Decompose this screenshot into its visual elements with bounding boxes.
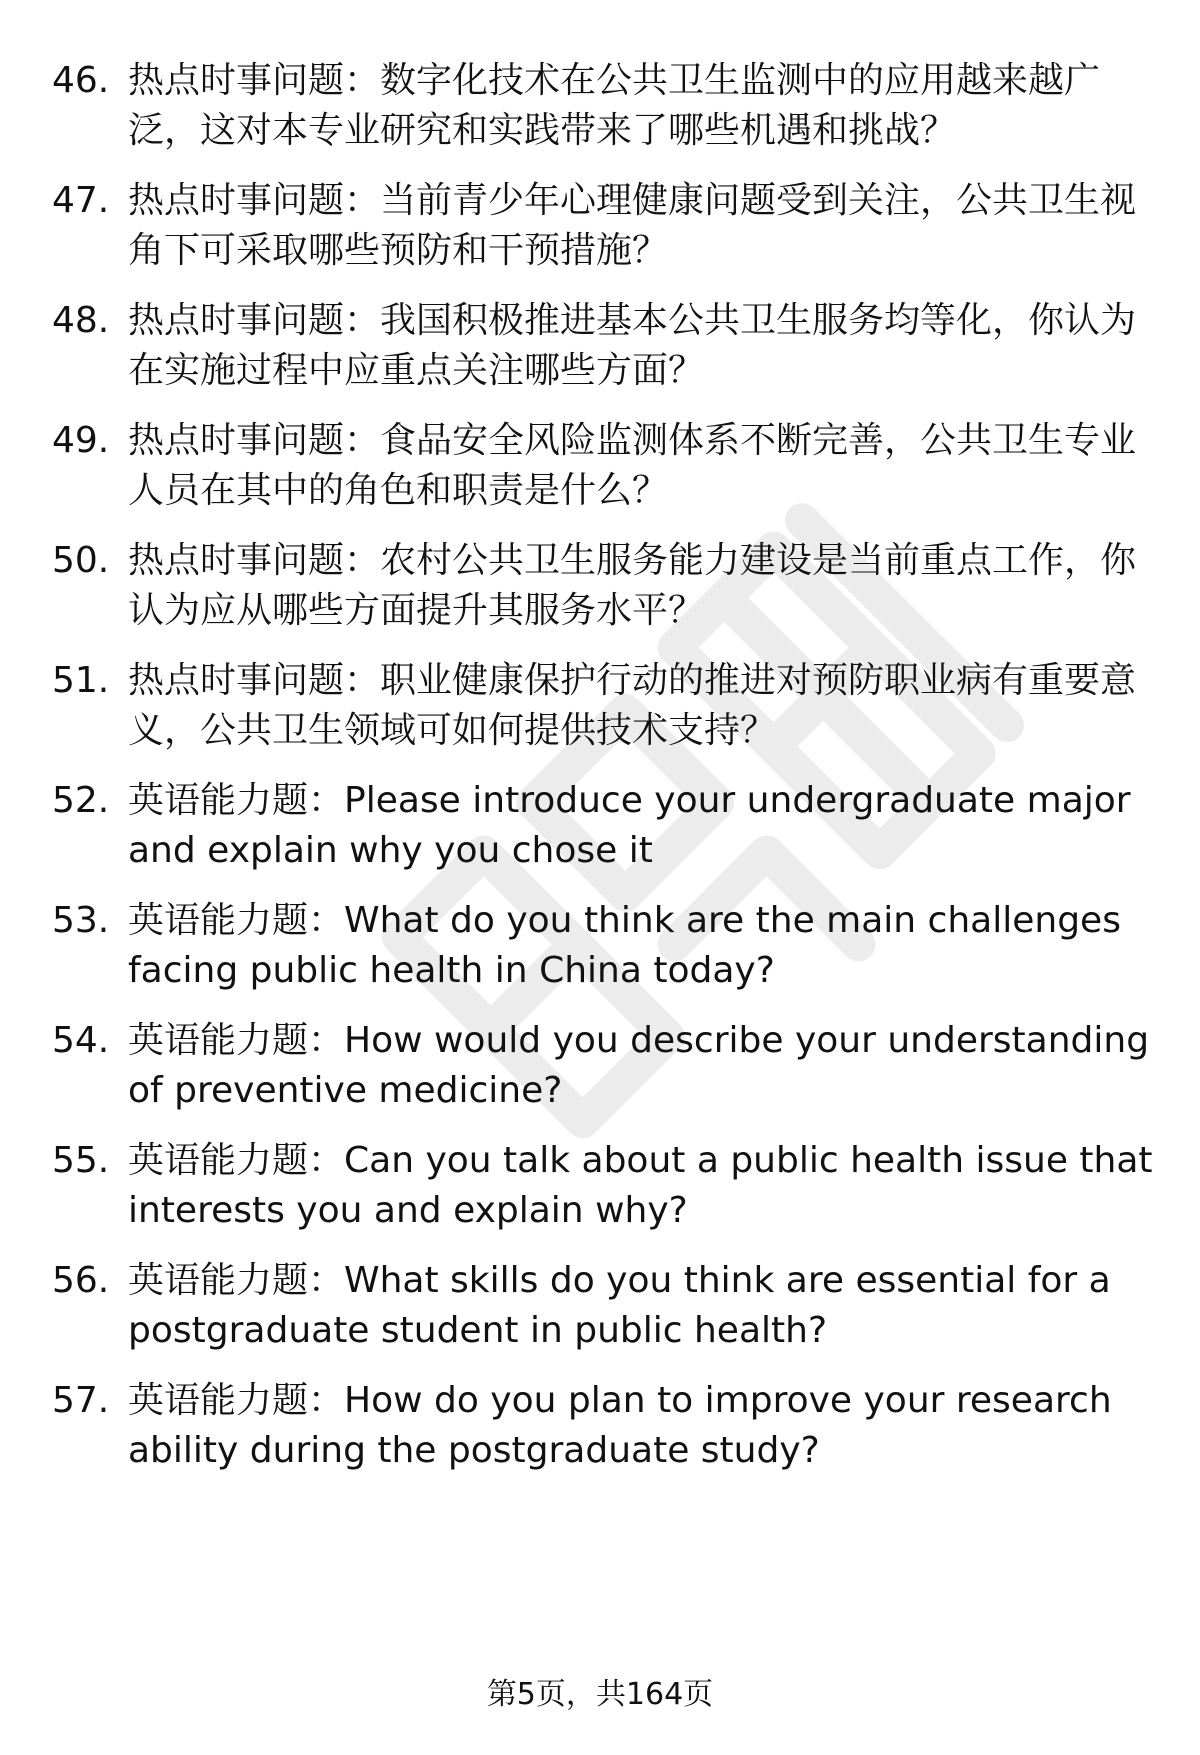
question-text-line: 英语能力题：How do you plan to improve your research	[128, 1380, 1112, 1421]
question-item	[52, 896, 1150, 1008]
question-number: 51.	[52, 660, 110, 701]
question-text-line: 热点时事问题：数字化技术在公共卫生监测中的应用越来越广	[128, 60, 1101, 101]
question-text-line: ability during the postgraduate study?	[128, 1430, 820, 1471]
question-text	[128, 776, 1148, 876]
question-item	[52, 416, 1150, 528]
question-item	[52, 56, 1150, 168]
question-text	[128, 1256, 1148, 1356]
question-text-line: 角下可采取哪些预防和干预措施？	[128, 230, 669, 271]
question-item	[52, 1136, 1153, 1248]
question-item	[52, 176, 1150, 288]
question-text-line: 英语能力题：Please introduce your undergraduate major	[128, 780, 1131, 821]
question-text	[128, 1376, 1148, 1476]
question-text-line: 热点时事问题：职业健康保护行动的推进对预防职业病有重要意	[128, 660, 1137, 701]
question-item	[52, 296, 1150, 408]
question-number: 56.	[52, 1260, 110, 1301]
question-text-line: interests you and explain why?	[128, 1190, 688, 1231]
question-text	[128, 1136, 1153, 1236]
question-text-line: 英语能力题：What do you think are the main challenges	[128, 900, 1121, 941]
question-text	[128, 1016, 1148, 1116]
question-text-line: 热点时事问题：食品安全风险监测体系不断完善，公共卫生专业	[128, 420, 1137, 461]
question-text-line: facing public health in China today?	[128, 950, 775, 991]
question-text	[128, 296, 1148, 396]
question-text	[128, 536, 1148, 636]
question-number: 46.	[52, 60, 110, 101]
question-text	[128, 176, 1148, 276]
question-item	[52, 1376, 1150, 1488]
question-item	[52, 776, 1150, 888]
question-text-line: and explain why you chose it	[128, 830, 653, 871]
page-indicator: 第5页，共164页	[486, 1677, 714, 1712]
question-text	[128, 56, 1148, 156]
question-item	[52, 536, 1150, 648]
question-text-line: 热点时事问题：我国积极推进基本公共卫生服务均等化，你认为	[128, 300, 1137, 341]
question-text-line: 义，公共卫生领域可如何提供技术支持？	[128, 710, 777, 751]
question-text-line: 英语能力题：How would you describe your understanding	[128, 1020, 1150, 1061]
question-item	[52, 1256, 1150, 1368]
question-number: 55.	[52, 1140, 110, 1181]
question-text-line: 认为应从哪些方面提升其服务水平？	[128, 590, 705, 631]
question-text-line: of preventive medicine?	[128, 1070, 563, 1111]
question-item	[52, 656, 1150, 768]
question-number: 52.	[52, 780, 110, 821]
question-number: 48.	[52, 300, 110, 341]
question-text-line: 热点时事问题：农村公共卫生服务能力建设是当前重点工作，你	[128, 540, 1137, 581]
question-text	[128, 416, 1148, 516]
question-number: 53.	[52, 900, 110, 941]
question-text-line: postgraduate student in public health?	[128, 1310, 828, 1351]
question-number: 49.	[52, 420, 110, 461]
question-number: 57.	[52, 1380, 110, 1421]
question-text-line: 热点时事问题：当前青少年心理健康问题受到关注，公共卫生视	[128, 180, 1137, 221]
question-number: 47.	[52, 180, 110, 221]
question-text-line: 英语能力题：What skills do you think are essential for a	[128, 1260, 1111, 1301]
question-text-line: 泛，这对本专业研究和实践带来了哪些机遇和挑战？	[128, 110, 957, 151]
question-number: 50.	[52, 540, 110, 581]
question-text	[128, 656, 1148, 756]
question-item	[52, 1016, 1150, 1128]
question-text-line: 英语能力题：Can you talk about a public health issue that	[128, 1140, 1153, 1181]
question-text	[128, 896, 1148, 996]
question-text-line: 在实施过程中应重点关注哪些方面？	[128, 350, 705, 391]
question-number: 54.	[52, 1020, 110, 1061]
question-text-line: 人员在其中的角色和职责是什么？	[128, 470, 669, 511]
